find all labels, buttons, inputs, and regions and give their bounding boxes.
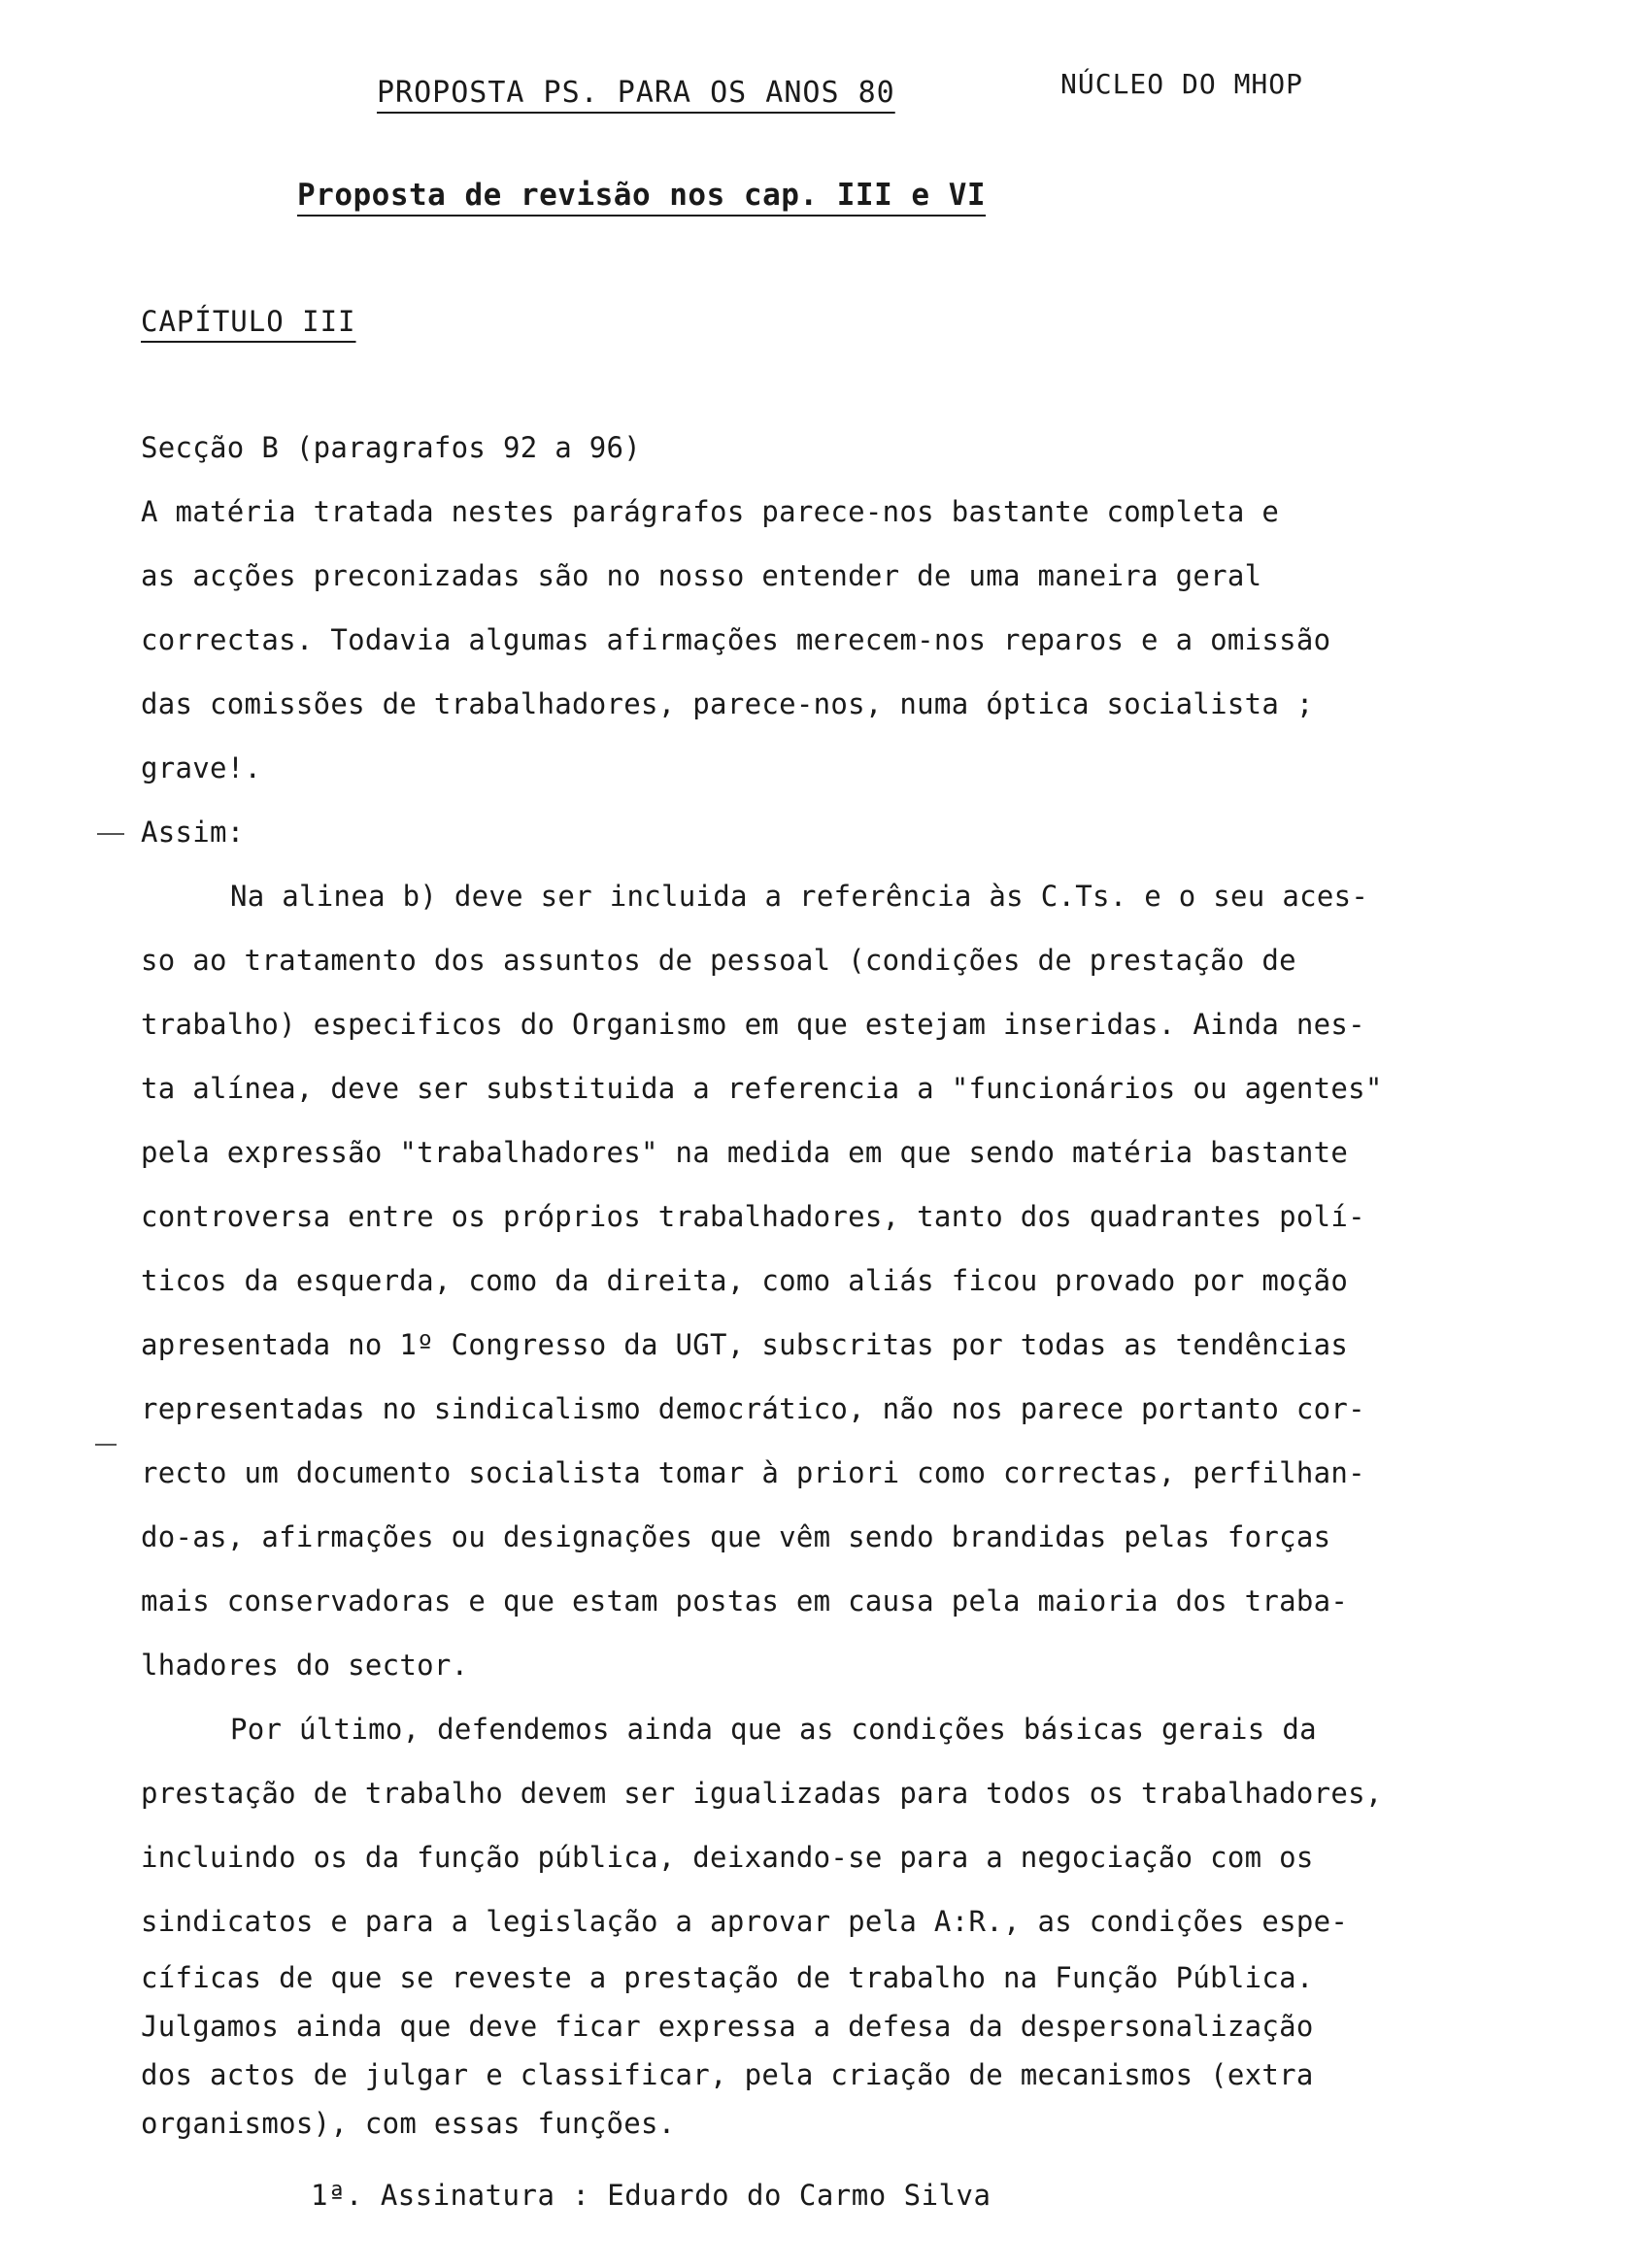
text-line: do-as, afirmações ou designações que vêm sendo brandidas pelas forças <box>141 1520 1331 1553</box>
text-line: Assim: <box>141 816 245 849</box>
text-line: as acções preconizadas são no nosso entender de uma maneira geral <box>141 559 1262 592</box>
text-line: representadas no sindicalismo democrático, não nos parece portanto cor- <box>141 1392 1365 1425</box>
margin-mark <box>95 1444 117 1446</box>
text-line: cíficas de que se reveste a prestação de trabalho na Função Pública. <box>141 1961 1314 1994</box>
text-line: ta alínea, deve ser substituida a referencia a "funcionários ou agentes" <box>141 1072 1383 1105</box>
text-line: so ao tratamento dos assuntos de pessoal (condições de prestação de <box>141 944 1296 977</box>
document-title: PROPOSTA PS. PARA OS ANOS 80 <box>377 76 895 110</box>
text-line: trabalho) especificos do Organismo em que estejam inseridas. Ainda nes- <box>141 1008 1365 1041</box>
text-line: grave!. <box>141 751 262 784</box>
text-line: prestação de trabalho devem ser igualizadas para todos os trabalhadores, <box>141 1777 1383 1810</box>
text-line: Julgamos ainda que deve ficar expressa a defesa da despersonalização <box>141 2010 1314 2043</box>
document-subtitle: Proposta de revisão nos cap. III e VI <box>297 178 987 213</box>
margin-mark <box>97 833 124 835</box>
text-line: das comissões de trabalhadores, parece-nos, numa óptica socialista ; <box>141 687 1314 720</box>
text-line: pela expressão "trabalhadores" na medida em que sendo matéria bastante <box>141 1136 1349 1169</box>
signature-line: 1ª. Assinatura : Eduardo do Carmo Silva <box>311 2179 992 2212</box>
text-line: correctas. Todavia algumas afirmações merecem-nos reparos e a omissão <box>141 623 1331 656</box>
body-text <box>141 416 1559 2148</box>
organization-label: NÚCLEO DO MHOP <box>1060 68 1304 100</box>
text-line: Por último, defendemos ainda que as condições básicas gerais da <box>230 1713 1317 1746</box>
text-line: incluindo os da função pública, deixando-se para a negociação com os <box>141 1841 1314 1874</box>
text-line: lhadores do sector. <box>141 1649 469 1682</box>
text-line: A matéria tratada nestes parágrafos parece-nos bastante completa e <box>141 495 1280 528</box>
text-line: apresentada no 1º Congresso da UGT, subscritas por todas as tendências <box>141 1328 1349 1361</box>
text-line: controversa entre os próprios trabalhadores, tanto dos quadrantes polí- <box>141 1200 1365 1233</box>
text-line: mais conservadoras e que estam postas em causa pela maioria dos traba- <box>141 1584 1349 1618</box>
text-line: recto um documento socialista tomar à priori como correctas, perfilhan- <box>141 1456 1365 1489</box>
text-line: organismos), com essas funções. <box>141 2107 676 2140</box>
text-line: Na alinea b) deve ser incluida a referência às C.Ts. e o seu aces- <box>230 880 1369 913</box>
chapter-heading: CAPÍTULO III <box>141 305 356 338</box>
text-line: ticos da esquerda, como da direita, como aliás ficou provado por moção <box>141 1264 1349 1297</box>
section-heading: Secção B (paragrafos 92 a 96) <box>141 431 642 464</box>
text-line: dos actos de julgar e classificar, pela criação de mecanismos (extra <box>141 2058 1314 2091</box>
text-line: sindicatos e para a legislação a aprovar pela A:R., as condições espe- <box>141 1905 1349 1938</box>
